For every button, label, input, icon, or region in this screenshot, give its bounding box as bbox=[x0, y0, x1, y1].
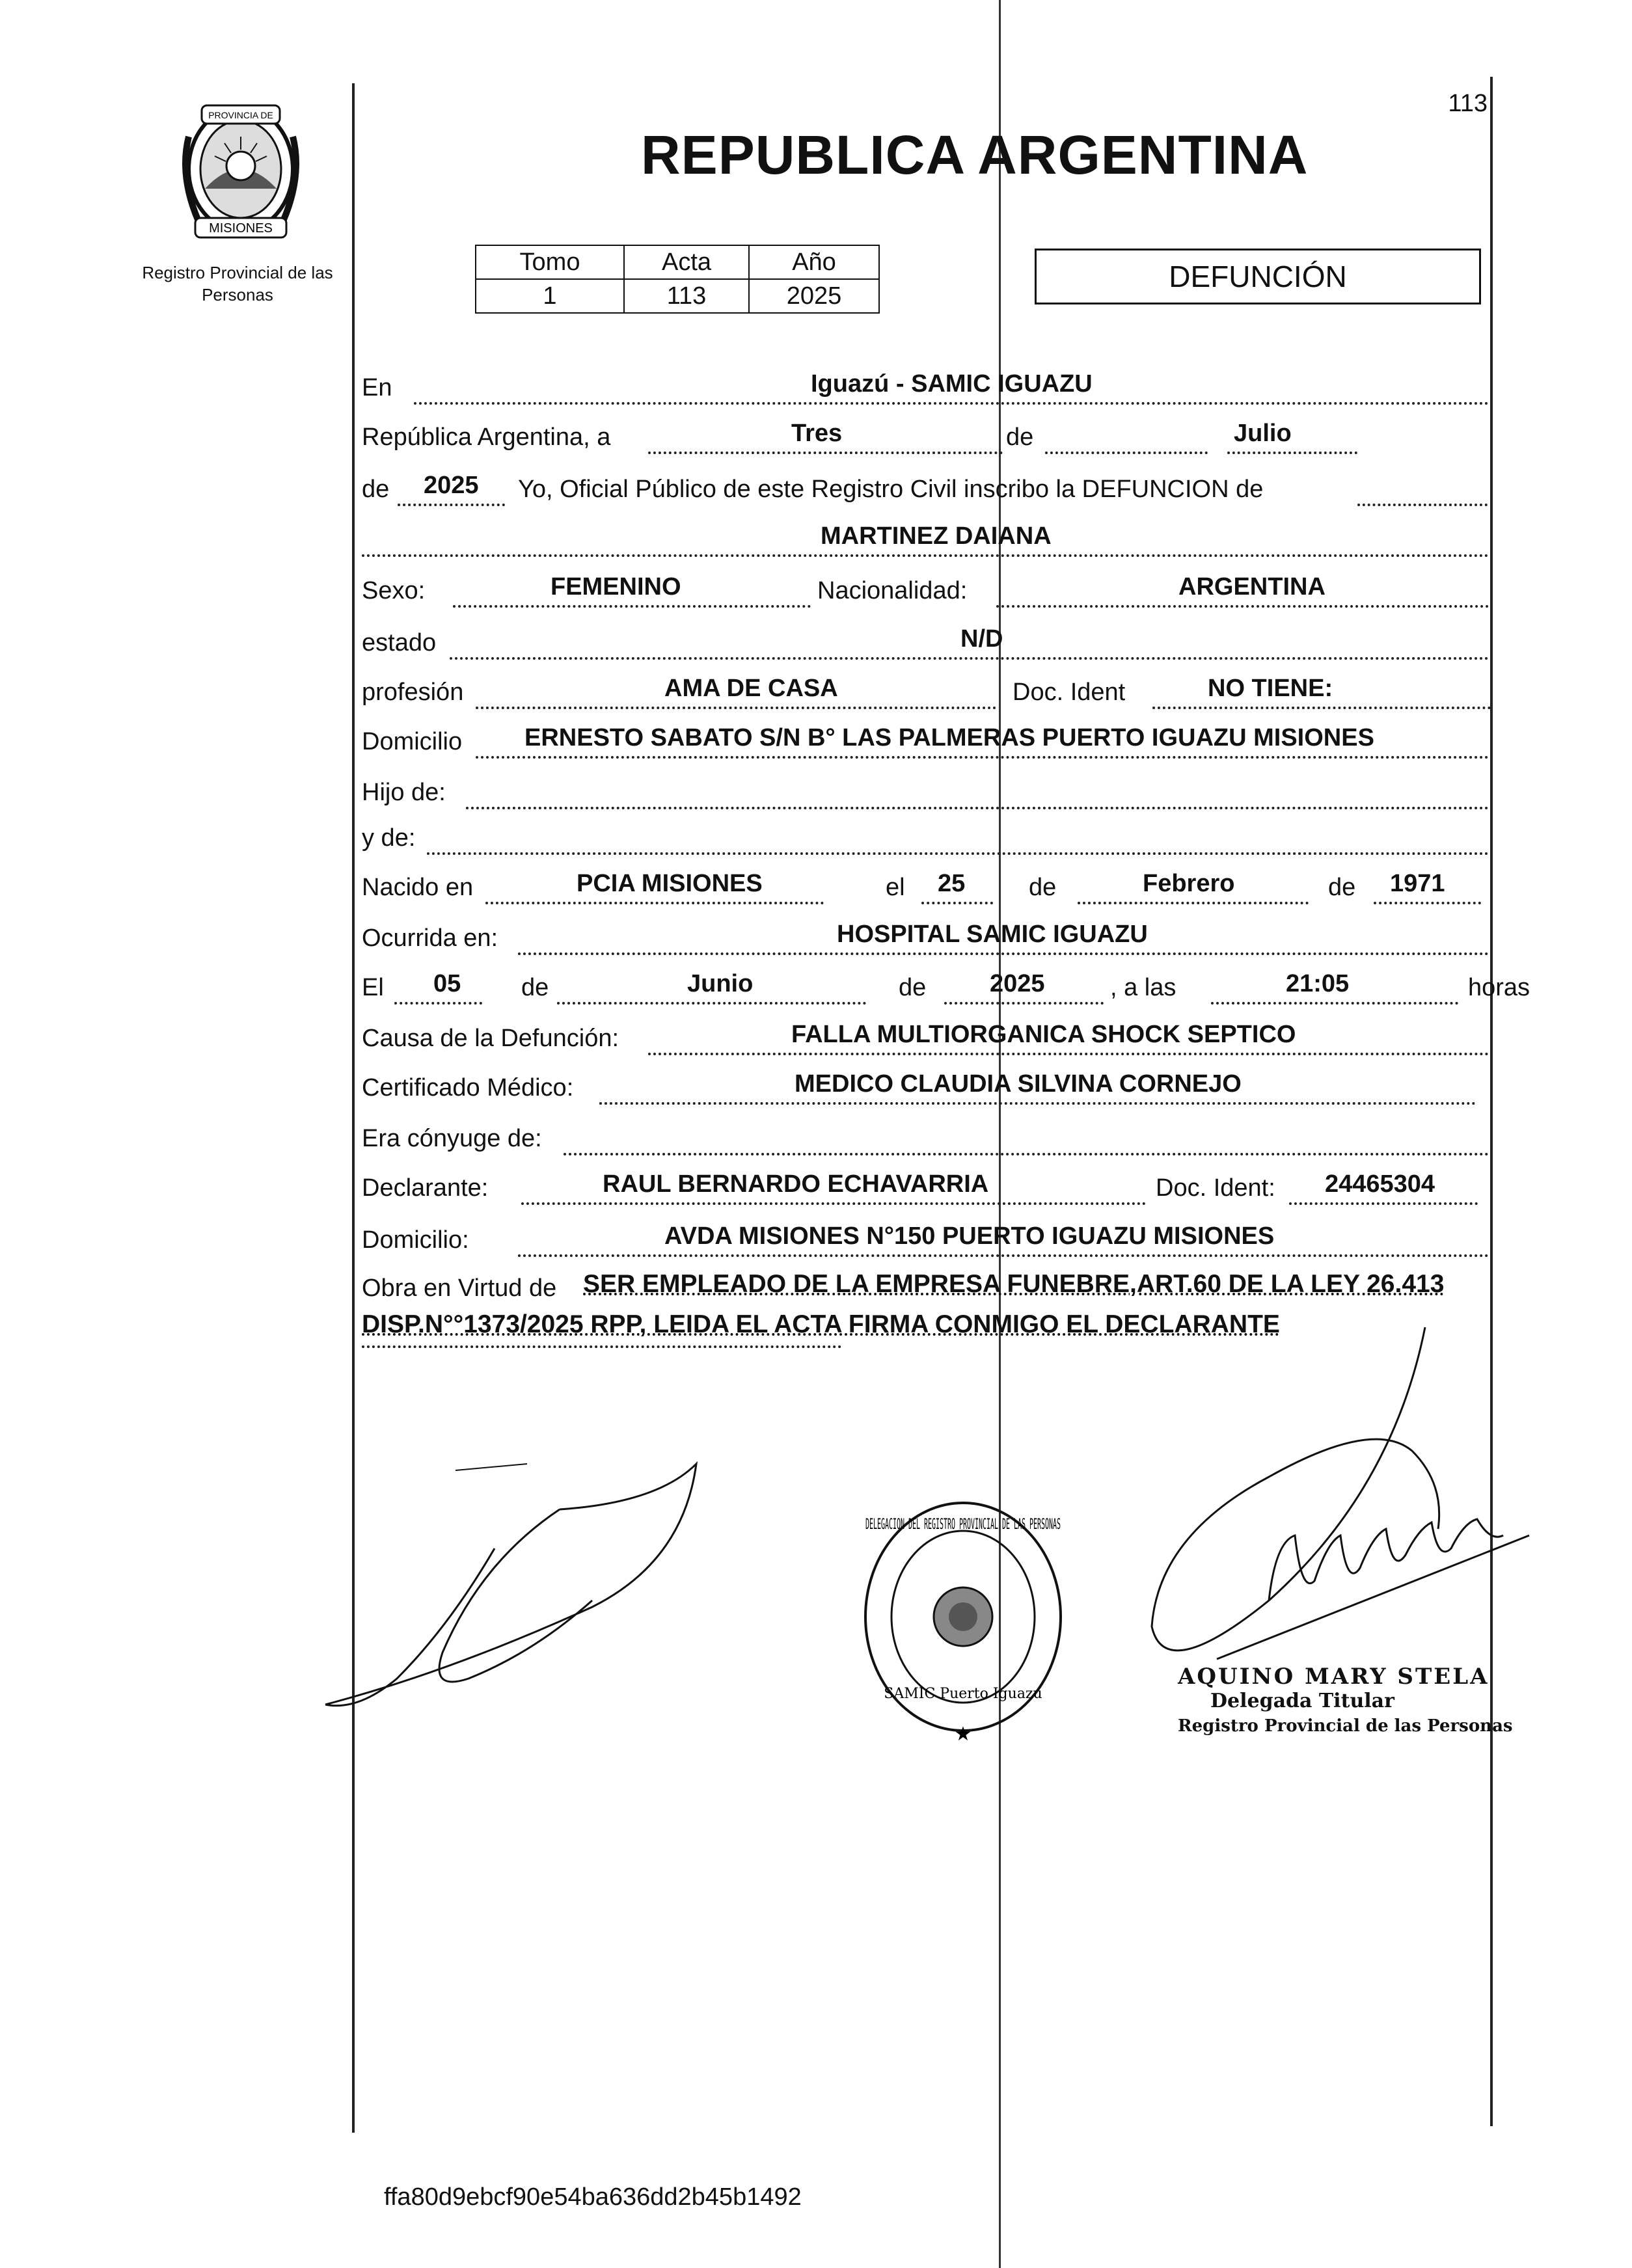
row-domicilio bbox=[362, 716, 1489, 763]
hora-value: 21:05 bbox=[1286, 970, 1350, 997]
obra-value-line2: DISP.N°°1373/2025 RPP, LEIDA EL ACTA FIRMA CONMIGO EL DECLARANTE bbox=[362, 1310, 1280, 1338]
acta-value: 113 bbox=[624, 279, 749, 313]
hijo-de-label: Hijo de: bbox=[362, 779, 446, 806]
delegada-stamp bbox=[1178, 1664, 1513, 1738]
de4-label: de bbox=[1328, 874, 1356, 901]
page-number: 113 bbox=[1448, 90, 1488, 117]
left-margin-line bbox=[352, 83, 355, 2133]
mes-value: Julio bbox=[1234, 420, 1292, 447]
fall-anio-value: 2025 bbox=[990, 970, 1045, 997]
seal-ring-text: DELEGACION DEL REGISTRO PROVINCIAL DE LAS PERSONAS bbox=[865, 1517, 1061, 1533]
nacido-label: Nacido en bbox=[362, 874, 474, 901]
row-hijo-de bbox=[362, 766, 1489, 813]
el2-label: El bbox=[362, 974, 384, 1001]
de2-label: de bbox=[362, 476, 390, 503]
a-las-label: , a las bbox=[1110, 974, 1176, 1001]
sexo-label: Sexo: bbox=[362, 577, 426, 604]
domicilio-label: Domicilio bbox=[362, 728, 463, 755]
anio-value-body: 2025 bbox=[424, 472, 479, 499]
en-label: En bbox=[362, 374, 392, 401]
profesion-label: profesión bbox=[362, 679, 464, 706]
en-value: Iguazú - SAMIC IGUAZU bbox=[811, 370, 1093, 398]
hijo-de-line bbox=[466, 768, 1489, 809]
doc2-label: Doc. Ident: bbox=[1156, 1174, 1275, 1202]
y-de-label: y de: bbox=[362, 824, 416, 852]
row-fecha-inscripcion bbox=[362, 411, 1489, 458]
seal-star-icon: ★ bbox=[954, 1723, 972, 1745]
conyuge-label: Era cónyuge de: bbox=[362, 1125, 542, 1152]
sexo-value: FEMENINO bbox=[551, 573, 681, 601]
acta-header: Acta bbox=[624, 245, 749, 279]
domicilio2-label: Domicilio: bbox=[362, 1226, 469, 1254]
nac-mes-value: Febrero bbox=[1143, 870, 1235, 897]
row-profesion bbox=[362, 666, 1489, 713]
delegada-signature bbox=[1139, 1321, 1542, 1685]
row-certificado bbox=[362, 1062, 1489, 1109]
page-title: REPUBLICA ARGENTINA bbox=[641, 124, 1309, 185]
nac-dia-value: 25 bbox=[938, 870, 966, 897]
acta-reference-table bbox=[475, 245, 880, 314]
causa-label: Causa de la Defunción: bbox=[362, 1025, 619, 1052]
de3-label: de bbox=[1029, 874, 1057, 901]
row-declarante bbox=[362, 1162, 1489, 1209]
oficial-text: Yo, Oficial Público de este Registro Civil inscribo la DEFUNCION de bbox=[518, 476, 1264, 503]
row-oficial bbox=[362, 463, 1489, 510]
doc2-value: 24465304 bbox=[1325, 1170, 1435, 1198]
row-nacido bbox=[362, 861, 1489, 908]
ocurrida-label: Ocurrida en: bbox=[362, 925, 498, 952]
certificado-value: MEDICO CLAUDIA SILVINA CORNEJO bbox=[795, 1070, 1242, 1098]
de-label: de bbox=[1006, 424, 1034, 451]
el-label: el bbox=[886, 874, 905, 901]
logo-upper-ribbon-text: PROVINCIA DE bbox=[208, 110, 273, 120]
seal-inner-text: SAMIC Puerto Iguazu bbox=[884, 1686, 1042, 1702]
row-en bbox=[362, 362, 1489, 409]
document-hash: ffa80d9ebcf90e54ba636dd2b45b1492 bbox=[384, 2183, 802, 2211]
tomo-header: Tomo bbox=[476, 245, 624, 279]
delegada-org: Registro Provincial de las Personas bbox=[1178, 1716, 1513, 1736]
anio-header: Año bbox=[749, 245, 879, 279]
tomo-value: 1 bbox=[476, 279, 624, 313]
row-y-de bbox=[362, 812, 1489, 859]
de6-label: de bbox=[899, 974, 927, 1001]
document-type-box: DEFUNCIÓN bbox=[1035, 249, 1481, 304]
ocurrida-value: HOSPITAL SAMIC IGUAZU bbox=[837, 921, 1148, 948]
declarante-label: Declarante: bbox=[362, 1174, 489, 1202]
row-nombre bbox=[362, 514, 1489, 561]
row-ocurrida bbox=[362, 912, 1489, 959]
nacido-value: PCIA MISIONES bbox=[577, 870, 763, 897]
fall-dia-value: 05 bbox=[433, 970, 461, 997]
nac-anio-value: 1971 bbox=[1390, 870, 1445, 897]
nombre-value: MARTINEZ DAIANA bbox=[821, 522, 1052, 550]
delegada-title: Delegada Titular bbox=[1210, 1690, 1394, 1712]
registro-caption: Registro Provincial de las Personas bbox=[142, 263, 333, 304]
obra-value-line1: SER EMPLEADO DE LA EMPRESA FUNEBRE,ART.60 DE LA LEY 26.413 bbox=[583, 1270, 1445, 1298]
logo-lower-ribbon-text: MISIONES bbox=[209, 221, 273, 236]
de5-label: de bbox=[521, 974, 549, 1001]
domicilio-value: ERNESTO SABATO S/N B° LAS PALMERAS PUERTO IGUAZU MISIONES bbox=[524, 724, 1374, 751]
fall-mes-value: Junio bbox=[687, 970, 754, 997]
certificado-label: Certificado Médico: bbox=[362, 1074, 574, 1101]
profesion-value: AMA DE CASA bbox=[664, 675, 838, 702]
obra-underline bbox=[362, 1345, 841, 1348]
declarante-value: RAUL BERNARDO ECHAVARRIA bbox=[603, 1170, 989, 1198]
horas-label: horas bbox=[1468, 974, 1530, 1001]
right-margin-line bbox=[1490, 77, 1493, 2126]
estado-value: N/D bbox=[960, 625, 1003, 653]
y-de-line bbox=[427, 813, 1489, 855]
doc-ident-label: Doc. Ident bbox=[1013, 679, 1126, 706]
doc-ident-value: NO TIENE: bbox=[1208, 675, 1333, 702]
delegada-name: AQUINO MARY STELA bbox=[1178, 1664, 1489, 1690]
causa-value: FALLA MULTIORGANICA SHOCK SEPTICO bbox=[791, 1021, 1296, 1048]
mes-line bbox=[1045, 412, 1208, 454]
estado-label: estado bbox=[362, 629, 437, 656]
oficial-line bbox=[1357, 465, 1488, 506]
nacionalidad-label: Nacionalidad: bbox=[817, 577, 968, 604]
republica-label: República Argentina, a bbox=[362, 424, 611, 451]
row-causa bbox=[362, 1012, 1489, 1059]
declarant-signature bbox=[319, 1431, 722, 1731]
dia-value: Tres bbox=[791, 420, 843, 447]
row-estado bbox=[362, 617, 1489, 664]
row-domicilio-declarante bbox=[362, 1214, 1489, 1261]
conyuge-line bbox=[564, 1114, 1489, 1155]
misiones-coat-of-arms-logo bbox=[166, 98, 316, 247]
row-sexo bbox=[362, 565, 1489, 612]
domicilio2-value: AVDA MISIONES N°150 PUERTO IGUAZU MISIONES bbox=[664, 1222, 1275, 1250]
row-fecha-defuncion bbox=[362, 962, 1530, 1008]
anio-value: 2025 bbox=[749, 279, 879, 313]
obra-label: Obra en Virtud de bbox=[362, 1275, 557, 1302]
nacionalidad-value: ARGENTINA bbox=[1178, 573, 1326, 601]
official-seal bbox=[846, 1483, 1080, 1757]
row-conyuge bbox=[362, 1113, 1489, 1159]
